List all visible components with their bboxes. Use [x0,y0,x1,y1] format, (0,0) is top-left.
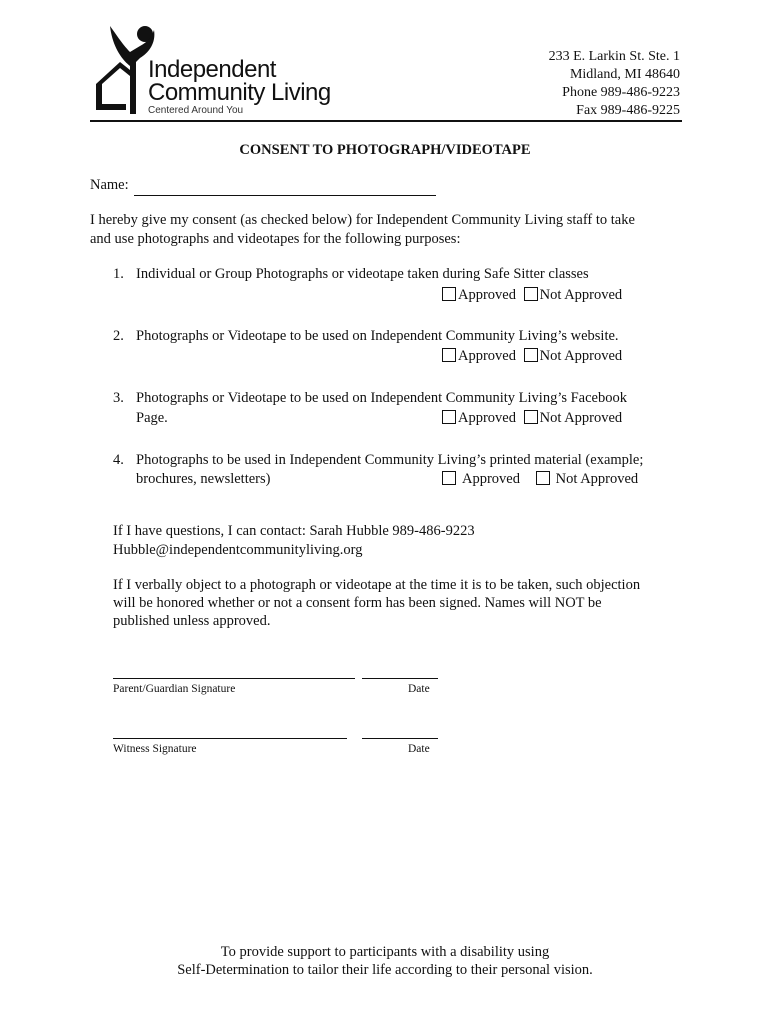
logo-title-line1: Independent [148,56,276,83]
parent-date-label: Date [408,683,430,695]
item-2-not-approved-checkbox[interactable] [524,348,538,362]
witness-date-line[interactable] [362,738,438,739]
parent-date-line[interactable] [362,678,438,679]
item-4-not-approved-checkbox[interactable] [536,471,550,485]
item-1-text: Individual or Group Photographs or videotape taken during Safe Sitter classes [136,266,589,282]
intro-line-1: I hereby give my consent (as checked below) for Independent Community Living staff to take [90,212,635,228]
objection-line-1: If I verbally object to a photograph or videotape at the time it is to be taken, such objection [113,577,641,593]
organization-logo [92,22,342,122]
parent-signature-label: Parent/Guardian Signature [113,683,236,695]
item-3-not-approved-label: Not Approved [539,410,623,426]
name-field[interactable] [134,176,436,196]
address-phone: Phone 989-486-9223 [562,85,680,100]
address-block [549,48,680,120]
item-3-text: Photographs or Videotape to be used on Independent Community Living’s Facebook [136,390,627,406]
item-4-approved-checkbox[interactable] [442,471,456,485]
witness-date-label: Date [408,743,430,755]
item-4-number: 4. [113,452,124,468]
item-3-not-approved-checkbox[interactable] [524,410,538,424]
item-3-approved-checkbox[interactable] [442,410,456,424]
item-2-not-approved-label: Not Approved [539,348,623,364]
item-1-approved-label: Approved [458,287,516,303]
name-label: Name: [90,177,129,193]
item-4-text-cont: brochures, newsletters) [136,471,271,487]
address-street: 233 E. Larkin St. Ste. 1 [548,49,680,64]
item-3-number: 3. [113,390,124,406]
item-4-text: Photographs to be used in Independent Community Living’s printed material (example; [136,452,644,468]
logo-tagline: Centered Around You [148,105,244,116]
item-2-number: 2. [113,328,124,344]
logo-title-line2: Community Living [148,79,331,106]
address-city: Midland, MI 48640 [569,67,680,82]
item-2-options [442,347,622,366]
contact-email[interactable]: Hubble@independentcommunityliving.org [113,542,363,558]
item-1-number: 1. [113,266,124,282]
item-3-options [442,409,622,428]
contact-line-1: If I have questions, I can contact: Sarah Hubble 989-486-9223 [113,523,475,539]
item-4-approved-label: Approved [462,471,520,487]
footer-line-2: Self-Determination to tailor their life according to their personal vision. [177,962,593,978]
address-fax: Fax 989-486-9225 [576,103,680,118]
name-row [90,176,436,196]
item-2-text: Photographs or Videotape to be used on Independent Community Living’s website. [136,328,619,344]
item-1-options [442,286,622,305]
item-1-approved-checkbox[interactable] [442,287,456,301]
item-2-approved-label: Approved [458,348,516,364]
item-1-not-approved-label: Not Approved [539,287,623,303]
witness-signature-line[interactable] [113,738,347,739]
objection-line-3: published unless approved. [113,613,271,629]
item-1-not-approved-checkbox[interactable] [524,287,538,301]
item-3-text-cont: Page. [136,410,168,426]
form-title: CONSENT TO PHOTOGRAPH/VIDEOTAPE [239,142,531,158]
footer-line-1: To provide support to participants with a disability using [220,944,550,960]
item-3-approved-label: Approved [458,410,516,426]
objection-line-2: will be honored whether or not a consent form has been signed. Names will NOT be [113,595,602,611]
item-2-approved-checkbox[interactable] [442,348,456,362]
item-4-options [442,470,638,489]
parent-signature-line[interactable] [113,678,355,679]
intro-line-2: and use photographs and videotapes for the following purposes: [90,231,461,247]
witness-signature-label: Witness Signature [113,743,197,755]
item-4-not-approved-label: Not Approved [555,471,639,487]
header-divider [90,120,682,122]
